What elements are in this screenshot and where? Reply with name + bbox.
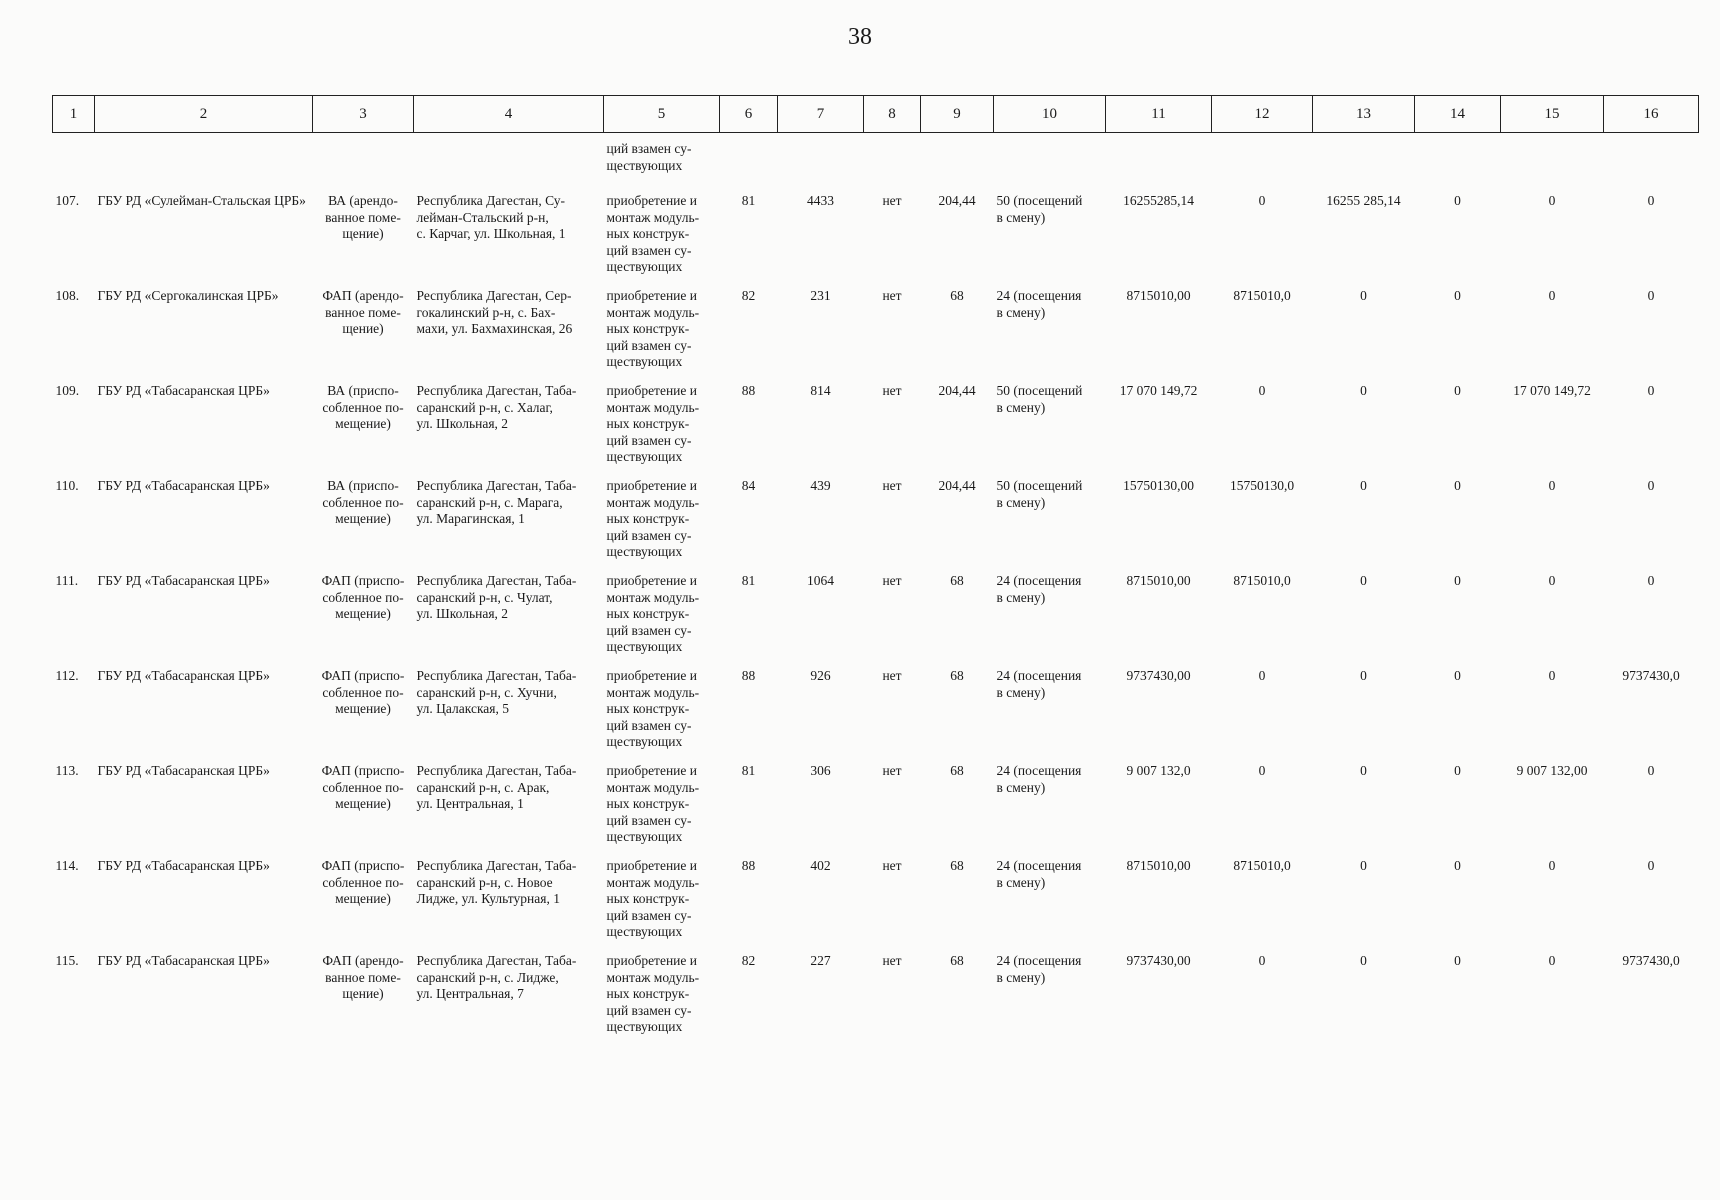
organization: ГБУ РД «Сулейман-Стальская ЦРБ» <box>97 193 306 208</box>
column-header-4: 4 <box>414 96 604 133</box>
address: Республика Дагестан, Таба- саранский р-н, с. Марага, ул. Марагинская, 1 <box>416 478 577 526</box>
col6-value: 88 <box>741 668 756 683</box>
col7-value: 1064 <box>807 573 834 588</box>
col7-value: 926 <box>810 668 831 683</box>
col15-value: 0 <box>1548 953 1556 968</box>
col6-value: 82 <box>741 288 756 303</box>
capacity: 24 (посещения в смену) <box>996 288 1082 320</box>
col16-value: 0 <box>1647 478 1655 493</box>
address: Республика Дагестан, Таба- саранский р-н, с. Чулат, ул. Школьная, 2 <box>416 573 577 621</box>
col6-value: 81 <box>741 573 756 588</box>
column-header-10: 10 <box>994 96 1106 133</box>
address: Республика Дагестан, Таба- саранский р-н, с. Арак, ул. Центральная, 1 <box>416 763 577 811</box>
col13-value: 0 <box>1360 478 1367 493</box>
col7-value: 402 <box>810 858 831 873</box>
address: Республика Дагестан, Таба- саранский р-н, с. Хучни, ул. Цалакская, 5 <box>416 668 577 716</box>
col6-value: 81 <box>741 193 756 208</box>
page-number: 38 <box>848 24 872 50</box>
col13-value: 0 <box>1360 858 1367 873</box>
col6-value: 82 <box>741 953 756 968</box>
organization: ГБУ РД «Табасаранская ЦРБ» <box>97 668 270 683</box>
col8-value: нет <box>882 573 902 588</box>
column-header-1: 1 <box>53 96 95 133</box>
address: Республика Дагестан, Таба- саранский р-н, с. Халаг, ул. Школьная, 2 <box>416 383 577 431</box>
table-row <box>53 573 1699 668</box>
facility-type: ФАП (приспо- собленное по- мещение) <box>321 573 405 621</box>
col16-value: 0 <box>1647 573 1655 588</box>
capacity: 50 (посещений в смену) <box>996 383 1083 415</box>
col9-value: 68 <box>950 668 964 683</box>
work-type: приобретение и монтаж модуль- ных конструк- ций взамен су- ществующих <box>606 193 700 274</box>
col16-value: 0 <box>1647 858 1655 873</box>
col13-value: 0 <box>1360 383 1367 398</box>
table-row <box>53 763 1699 858</box>
table-row <box>53 478 1699 573</box>
col9-value: 68 <box>950 573 964 588</box>
continuation-row <box>53 133 1699 194</box>
col6-value: 81 <box>741 763 756 778</box>
work-type: приобретение и монтаж модуль- ных конструк- ций взамен су- ществующих <box>606 288 700 369</box>
row-number: 107. <box>55 193 80 208</box>
organization: ГБУ РД «Табасаранская ЦРБ» <box>97 953 270 968</box>
col7-value: 4433 <box>807 193 834 208</box>
col8-value: нет <box>882 668 902 683</box>
facility-type: ВА (арендо- ванное поме- щение) <box>325 193 401 241</box>
col14-value: 0 <box>1454 668 1461 683</box>
col16-value: 9737430,0 <box>1622 953 1680 968</box>
capacity: 24 (посещения в смену) <box>996 668 1082 700</box>
col12-value: 15750130,0 <box>1229 478 1295 493</box>
total-cost: 9 007 132,0 <box>1126 763 1191 778</box>
col12-value: 8715010,0 <box>1233 858 1291 873</box>
organization: ГБУ РД «Сергокалинская ЦРБ» <box>97 288 279 303</box>
col16-value: 0 <box>1647 383 1655 398</box>
col9-value: 68 <box>950 763 964 778</box>
col16-value: 0 <box>1647 288 1655 303</box>
table-row <box>53 668 1699 763</box>
col9-value: 68 <box>950 288 964 303</box>
col13-value: 0 <box>1360 953 1367 968</box>
col15-value: 0 <box>1548 858 1556 873</box>
col9-value: 68 <box>950 858 964 873</box>
work-type: приобретение и монтаж модуль- ных конструк- ций взамен су- ществующих <box>606 858 700 939</box>
table-row <box>53 953 1699 1048</box>
column-header-6: 6 <box>720 96 778 133</box>
organization: ГБУ РД «Табасаранская ЦРБ» <box>97 383 270 398</box>
col12-value: 0 <box>1258 763 1266 778</box>
col9-value: 204,44 <box>938 478 976 493</box>
work-type: приобретение и монтаж модуль- ных конструк- ций взамен су- ществующих <box>606 573 700 654</box>
col14-value: 0 <box>1454 288 1461 303</box>
organization: ГБУ РД «Табасаранская ЦРБ» <box>97 858 270 873</box>
col13-value: 0 <box>1360 288 1367 303</box>
col15-value: 0 <box>1548 193 1556 208</box>
work-type: приобретение и монтаж модуль- ных конструк- ций взамен су- ществующих <box>606 953 700 1034</box>
col8-value: нет <box>882 763 902 778</box>
total-cost: 17 070 149,72 <box>1119 383 1198 398</box>
column-header-16: 16 <box>1604 96 1699 133</box>
facility-type: ВА (приспо- собленное по- мещение) <box>322 383 404 431</box>
row-number: 108. <box>55 288 80 303</box>
column-header-5: 5 <box>604 96 720 133</box>
facility-type: ВА (приспо- собленное по- мещение) <box>322 478 404 526</box>
col16-value: 9737430,0 <box>1622 668 1680 683</box>
col15-value: 0 <box>1548 288 1556 303</box>
col12-value: 8715010,0 <box>1233 288 1291 303</box>
column-header-2: 2 <box>95 96 313 133</box>
total-cost: 9737430,00 <box>1126 953 1191 968</box>
organization: ГБУ РД «Табасаранская ЦРБ» <box>97 573 270 588</box>
capacity: 24 (посещения в смену) <box>996 763 1082 795</box>
column-header-13: 13 <box>1313 96 1415 133</box>
col15-value: 0 <box>1548 668 1556 683</box>
col8-value: нет <box>882 858 902 873</box>
col15-value: 17 070 149,72 <box>1513 383 1591 398</box>
row-number: 109. <box>55 383 80 398</box>
col14-value: 0 <box>1454 193 1461 208</box>
col8-value: нет <box>882 953 902 968</box>
col14-value: 0 <box>1454 478 1461 493</box>
capacity: 50 (посещений в смену) <box>996 193 1083 225</box>
header-row <box>53 96 1699 133</box>
continuation-text: ций взамен су- ществующих <box>606 141 692 173</box>
capacity: 24 (посещения в смену) <box>996 573 1082 605</box>
address: Республика Дагестан, Таба- саранский р-н, с. Лидже, ул. Центральная, 7 <box>416 953 577 1001</box>
table-row <box>53 288 1699 383</box>
column-header-8: 8 <box>864 96 921 133</box>
table-row <box>53 193 1699 288</box>
row-number: 110. <box>55 478 79 493</box>
total-cost: 8715010,00 <box>1126 858 1191 873</box>
col12-value: 0 <box>1258 953 1266 968</box>
column-header-12: 12 <box>1212 96 1313 133</box>
total-cost: 9737430,00 <box>1126 668 1191 683</box>
col16-value: 0 <box>1647 193 1655 208</box>
col15-value: 9 007 132,00 <box>1516 763 1588 778</box>
facilities-table <box>52 95 1699 1048</box>
column-header-3: 3 <box>313 96 414 133</box>
column-header-11: 11 <box>1106 96 1212 133</box>
column-header-14: 14 <box>1415 96 1501 133</box>
work-type: приобретение и монтаж модуль- ных конструк- ций взамен су- ществующих <box>606 478 700 559</box>
col8-value: нет <box>882 288 902 303</box>
col6-value: 88 <box>741 858 756 873</box>
row-number: 114. <box>55 858 79 873</box>
col14-value: 0 <box>1454 383 1461 398</box>
capacity: 24 (посещения в смену) <box>996 858 1082 890</box>
col14-value: 0 <box>1454 763 1461 778</box>
work-type: приобретение и монтаж модуль- ных конструк- ций взамен су- ществующих <box>606 763 700 844</box>
total-cost: 8715010,00 <box>1126 573 1191 588</box>
col8-value: нет <box>882 478 902 493</box>
facility-type: ФАП (приспо- собленное по- мещение) <box>321 763 405 811</box>
col16-value: 0 <box>1647 763 1655 778</box>
column-header-15: 15 <box>1501 96 1604 133</box>
facility-type: ФАП (арендо- ванное поме- щение) <box>322 953 404 1001</box>
facility-type: ФАП (арендо- ванное поме- щение) <box>322 288 404 336</box>
row-number: 115. <box>55 953 79 968</box>
work-type: приобретение и монтаж модуль- ных конструк- ций взамен су- ществующих <box>606 383 700 464</box>
col6-value: 84 <box>741 478 756 493</box>
row-number: 113. <box>55 763 79 778</box>
table-body <box>53 133 1699 1049</box>
col12-value: 0 <box>1258 193 1266 208</box>
column-header-7: 7 <box>778 96 864 133</box>
col15-value: 0 <box>1548 478 1556 493</box>
col6-value: 88 <box>741 383 756 398</box>
col13-value: 0 <box>1360 573 1367 588</box>
col13-value: 16255 285,14 <box>1326 193 1401 208</box>
col14-value: 0 <box>1454 858 1461 873</box>
col12-value: 8715010,0 <box>1233 573 1291 588</box>
organization: ГБУ РД «Табасаранская ЦРБ» <box>97 763 270 778</box>
row-number: 111. <box>55 573 79 588</box>
total-cost: 16255285,14 <box>1123 193 1194 208</box>
col9-value: 68 <box>950 953 964 968</box>
address: Республика Дагестан, Сер- гокалинский р-н, с. Бах- махи, ул. Бахмахинская, 26 <box>416 288 573 336</box>
work-type: приобретение и монтаж модуль- ных конструк- ций взамен су- ществующих <box>606 668 700 749</box>
col8-value: нет <box>882 193 902 208</box>
col8-value: нет <box>882 383 902 398</box>
col13-value: 0 <box>1360 763 1367 778</box>
column-header-9: 9 <box>921 96 994 133</box>
capacity: 50 (посещений в смену) <box>996 478 1083 510</box>
col7-value: 227 <box>810 953 831 968</box>
col14-value: 0 <box>1454 953 1461 968</box>
col9-value: 204,44 <box>938 383 976 398</box>
col7-value: 814 <box>810 383 831 398</box>
facility-type: ФАП (приспо- собленное по- мещение) <box>321 858 405 906</box>
organization: ГБУ РД «Табасаранская ЦРБ» <box>97 478 270 493</box>
total-cost: 15750130,00 <box>1123 478 1194 493</box>
col9-value: 204,44 <box>938 193 976 208</box>
address: Республика Дагестан, Су- лейман-Стальский р-н, с. Карчаг, ул. Школьная, 1 <box>416 193 566 241</box>
total-cost: 8715010,00 <box>1126 288 1191 303</box>
row-number: 112. <box>55 668 79 683</box>
table-row <box>53 383 1699 478</box>
col12-value: 0 <box>1258 383 1266 398</box>
facility-type: ФАП (приспо- собленное по- мещение) <box>321 668 405 716</box>
col15-value: 0 <box>1548 573 1556 588</box>
col13-value: 0 <box>1360 668 1367 683</box>
col14-value: 0 <box>1454 573 1461 588</box>
address: Республика Дагестан, Таба- саранский р-н, с. Новое Лидже, ул. Культурная, 1 <box>416 858 577 906</box>
col12-value: 0 <box>1258 668 1266 683</box>
table-row <box>53 858 1699 953</box>
col7-value: 231 <box>810 288 831 303</box>
capacity: 24 (посещения в смену) <box>996 953 1082 985</box>
col7-value: 439 <box>810 478 831 493</box>
col7-value: 306 <box>810 763 831 778</box>
